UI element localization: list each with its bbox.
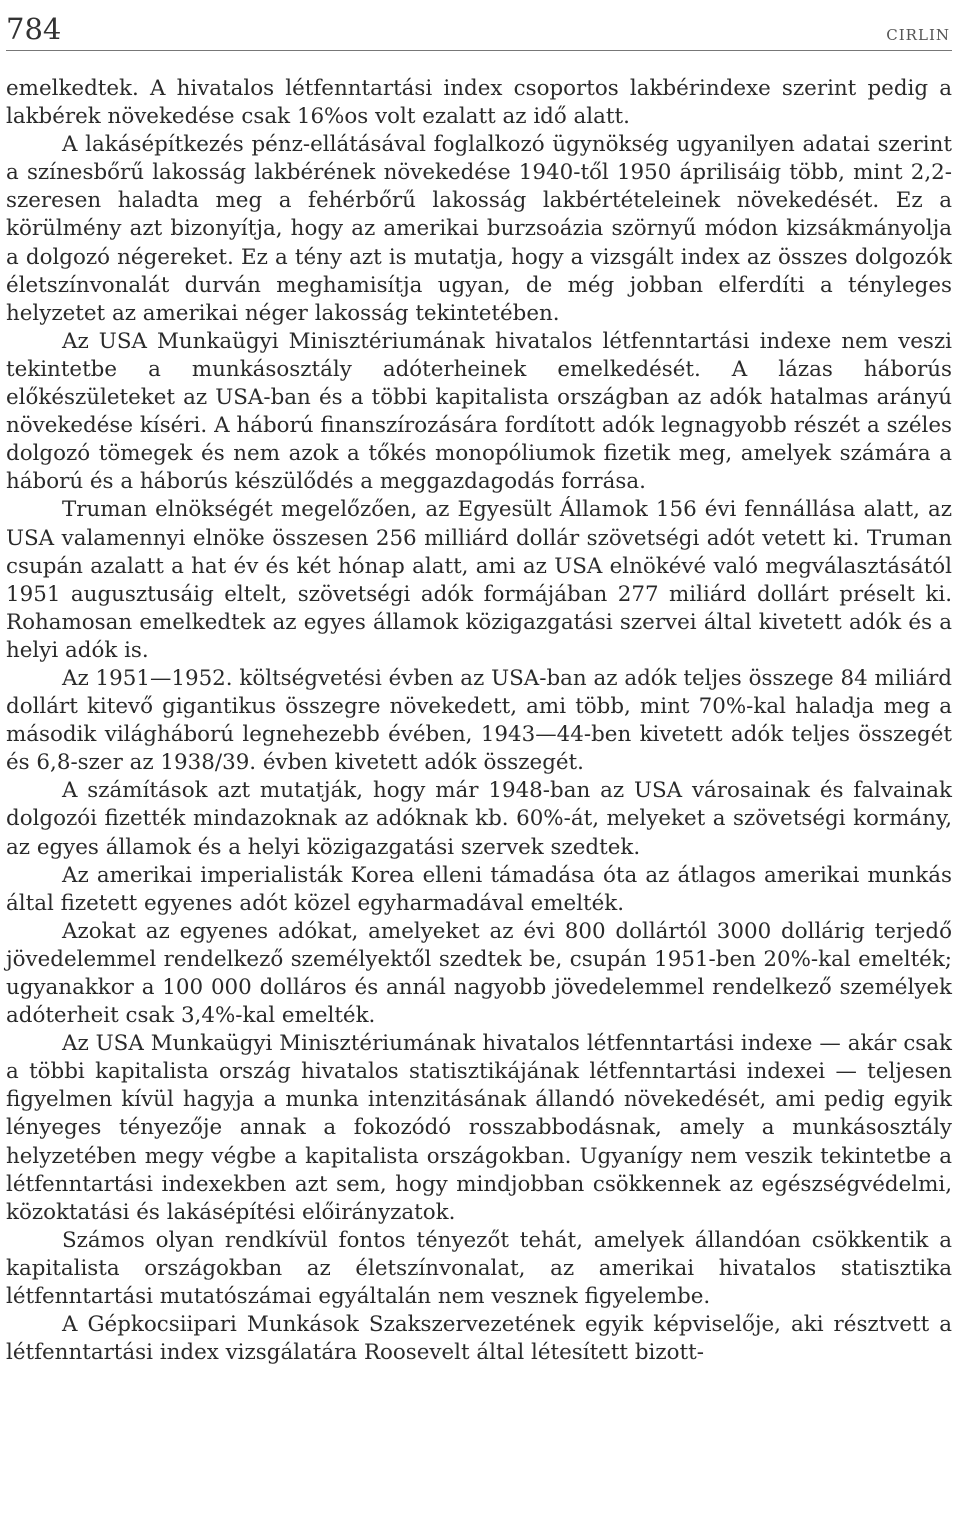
paragraph: Számos olyan rendkívül fontos tényezőt tehát, amelyek állandóan csökkentik a kapitalista országokban az életszínvonalat, az amerikai hivatalos statisztika létfenntartási mutatószámai egyáltalán nem vesznek figyelembe. [6,1227,952,1310]
paragraph: Az USA Munkaügyi Minisztériumának hivatalos létfenntartási indexe nem veszi tekintetbe a munkásosztály adóterheinek emelkedését. A lázas háborús előkészületeket az USA-ban és a többi kapitalista országban az adók hatalmas arányú növekedése kíséri. A háború finanszírozására fordított adók legnagyobb részét a széles dolgozó tömegek és nem azok a tőkés monopóliumok fizetik meg, amelyek számára a háború és a háborús készülődés a meggazdagodás forrása. [6,328,952,495]
body-text [6,75,952,1367]
paragraph: Truman elnökségét megelőzően, az Egyesült Államok 156 évi fennállása alatt, az USA valamennyi elnöke összesen 256 milliárd dollár szövetségi adót vetett ki. Truman csupán azalatt a hat év és két hónap alatt, ami az USA elnökévé való megválasztásától 1951 augusztusáig eltelt, szövetségi adók formájában 277 miliárd dollárt préselt ki. Rohamosan emelkedtek az egyes államok közigazgatási szervei által kivetett adók és a helyi adók is. [6,497,952,663]
running-title: CIRLIN [886,26,950,44]
paragraph: A Gépkocsiipari Munkások Szakszervezetének egyik képviselője, aki résztvett a létfenntartási index vizsgálatára Roosevelt által létesített bizott- [6,1312,952,1366]
paragraph: Az amerikai imperialisták Korea elleni támadása óta az átlagos amerikai munkás által fizetett egyenes adót közel egyharmadával emelték. [6,862,952,916]
paragraph: Azokat az egyenes adókat, amelyeket az évi 800 dollártól 3000 dollárig terjedő jövedelemmel rendelkező személyektől szedtek be, csupán 1951-ben 20%-kal emelték; ugyanakkor a 100 000 dolláros és annál nagyobb jövedelemmel rendelkező személyek adóterheit csak 3,4%-kal emelték. [6,918,952,1029]
running-head [6,0,952,51]
paragraph: A számítások azt mutatják, hogy már 1948-ban az USA városainak és falvainak dolgozói fizették mindazoknak az adóknak kb. 60%-át, melyeket a szövetségi kormány, az egyes államok és a helyi közigazgatási szervek szedtek. [6,778,952,860]
paragraph: A lakásépítkezés pénz-ellátásával foglalkozó ügynökség ugyanilyen adatai szerint a színesbőrű lakosság lakbérének növekedése 1940-től 1950 áprilisáig több, mint 2,2-szeresen haladta meg a fehérbőrű lakosság lakbértételeinek növekedését. Ez a körülmény azt bizonyítja, hogy az amerikai burzsoázia szörnyű módon kizsákmányolja a dolgozó négereket. Ez a tény azt is mutatja, hogy a vizsgált index az összes dolgozók életszínvonalát durván meghamisítja ugyan, de még jobban elferdíti a tényleges helyzetet az amerikai néger lakosság tekintetében. [6,132,952,326]
paragraph: emelkedtek. A hivatalos létfenntartási index csoportos lakbérindexe szerint pedig a lakbérek növekedése csak 16%os volt ezalatt az idő alatt. [6,76,952,130]
paragraph: Az USA Munkaügyi Minisztériumának hivatalos létfenntartási indexe — akár csak a többi kapitalista ország hivatalos statisztikájának létfenntartási indexei — teljesen figyelmen kívül hagyja a munka intenzitásának állandó növekedését, ami pedig egyik lényeges tényezője annak a fokozódó rosszabbodásnak, amely a munkásosztály helyzetében megy végbe a kapitalista országokban. Ugyanígy nem veszik tekintetbe a létfenntartási indexekben azt sem, hogy mindjobban csökkennek az egészségvédelmi, közoktatási és lakásépítési előirányzatok. [6,1031,952,1225]
page-number: 784 [6,12,62,46]
paragraph: Az 1951—1952. költségvetési évben az USA-ban az adók teljes összege 84 miliárd dollárt kitevő gigantikus összegre növekedett, ami több, mint 70%-kal haladja meg a második világháború legnehezebb évében, 1943—44-ben kivetett adók teljes összegét és 6,8-szer az 1938/39. évben kivetett adók összegét. [6,665,952,776]
